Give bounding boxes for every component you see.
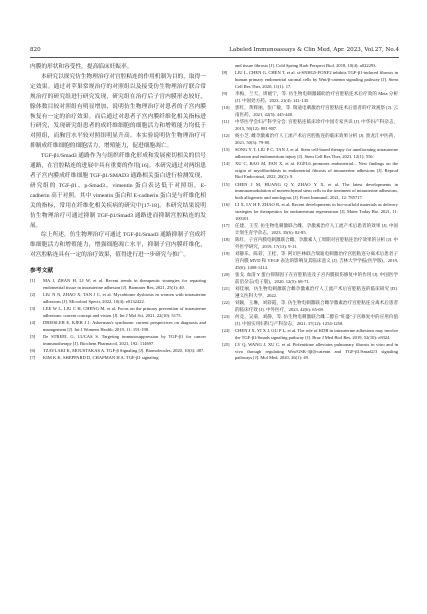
reference-text: XU C, BAO M, FAN X, et al. EGFL6 promotes endometrial... New findings on the origin of myofibroblasts in endometrial fibrosis of intrauterine adhesions [J]. Reprod Biol Endocrinol, 2022, 20(1): 9. [235,161,398,180]
reference-item [222,161,398,181]
reference-number: [9] [222,91,228,96]
reference-item [30,348,206,355]
reference-text: De STREEL G, LUCAS S. Targeting immunosuppression by TGF-β1 for cancer immunotherapy [J]. Biochem Pharmacol, 2021, 192: 114697. [43,334,206,346]
reference-item [222,272,398,285]
reference-text: 杨小芝. 雌孕激素治疗人工流产术后宫腔粘连的临床效果分析 [J]. 黑龙江中医药，2021, 50(3): 79-80. [235,133,398,145]
reference-item [222,70,398,90]
reference-item [30,306,206,319]
reference-text: LV Q, WANG J, XU C, et al. Pirfenidone alleviates pulmonary fibrosis in vitro and in vivo through regulating Wnt/GSK-3β/β-catenin and TGF-β1/Smad2/3 signaling pathways [J]. Mol Med, 2020, 26(1): 49. [235,341,398,361]
reference-item [222,105,398,118]
references-list-right [222,63,398,362]
references-heading: 参考文献 [30,268,54,275]
body-paragraph: 本研究以探究仿生物理治疗对宫腔粘连的作用机制为目的，取得一定效果。通过对苹果常规治疗的对照组以及接受仿生物理治疗联合常规治疗的研究组进行研究发现，研究组在治疗后子宫内膜形态较好，腺体数目较对照组有明显增加，说明仿生物理治疗对患者的子宫内膜恢复有一定的治疗效果。而后通过对患者子宫内膜纤维化相关指标进行研究，发现研究组患者的成纤维细胞的细胞活力和增殖能力均低于对照组，而胸宫水平较对照组明显升高。本实验说明仿生物理治疗可抑制成纤维细胞的细胞活力，增殖能力，促进细胞凋亡。 [30,73,206,150]
reference-number: [15] [222,181,230,187]
reference-text: 陈红，子宫内膜电刺激联合雌、孕激素人工周期对宫腔粘连治疗效果的分析 [J]. 中外医学研究，2019, 17(13): 9-11. [235,237,398,249]
reference-number: [8] [222,70,228,76]
reference-item [30,355,206,362]
reference-item [222,286,398,299]
reference-number: [14] [222,161,230,166]
reference-number: [18] [222,237,230,243]
reference-text: KIM K K, SHEPPARD D, CHAPMAN H A. TGF-β1 signaling [43,355,159,361]
reference-text: 刘佳丽，仿生物电刺激联合雌孕激素治疗人工流产术后宫腔粘连的临床研究 [D]. 遵义医科大学，2022. [235,285,398,298]
reference-text: LI X, LV H F, ZHAO R, et al. Recent developments in bio-scaffold materials as delivery strategies for therapeutics for endometrium regeneration [J]. Mater Today Bio, 2021, 11: 100101. [235,202,398,221]
reference-item [222,223,398,236]
reference-number: [7] [30,355,36,361]
reference-text: CHEN J M, HUANG Q Y, ZHAO Y X, et al. The latest developments in immunomodulation of mesenchymal stem cells in the treatment of intrauterine adhesions, both allogeneic and autologous [J]. Front Immunol, 2021, 12: 785717. [235,181,399,201]
reference-number: [12] [222,133,230,138]
reference-item [222,119,398,132]
reference-text: CHEN J X, YI X J, GU P L, et al. The role of KDR in intrauterine adhesions may involve the TGF-β1/Smads signaling pathway [J]. Braz J Med Biol Res, 2019, 52(10): e8324. [235,327,398,340]
reference-text: 中华医学会妇产科学分会. 宫腔粘连临床诊疗中国专家共识 [J]. 中华妇产科杂志，2015, 50(12): 881-887. [235,119,398,131]
reference-number: [2] [30,292,36,298]
reference-item [222,63,398,70]
reference-text: LEE W L, LIU C H, CHENG M, et al. Focus on the primary prevention of intrauterine adhesions: current concept and vision [J]. Int J Mol Sci, 2021, 22(10): 5175. [43,306,206,318]
reference-number: [13] [222,147,230,152]
reference-text: LIU L, CHEN G, CHEN T, et al. si-SNHG5-FOXF2 inhibits TGF-β1-induced fibrosis in human primary endometrial stromal cells by Wnt/β-catenin signaling pathway [J]. Stem Cell Res Ther, 2020, 11(1): 17. [235,70,398,89]
header-rule [30,57,399,58]
reference-number: [19] [222,251,230,257]
body-paragraph: 内膜的形状和容受性，提高临床妊娠率。 [30,64,133,70]
body-paragraph: TGF-β1/Smad3 通路作为与组织纤维化形成和发展密切相关的信号通路，在宫腔粘连的进展中具有重要的作用[16]。本研究通过对两组患者子宫内膜成纤维细胞 TGF-β1/SMAD3 通路相关蛋白进行检测发现，研究组的 TGF-β1、p-Smad3、vimentin 蛋白表达低于对照组，E-cadherin 高于对照。其中 vimentin 蛋白和 E-cadherin 蛋白是与纤维化相关的指标，常用在纤维化相关疾病的研究中[17-18]。本研究结果说明仿生物理治疗可通过抑制 TGF-β1/Smad3 通路进而抑制宫腔粘连的发展。 [30,153,206,229]
reference-number: [24] [222,327,230,333]
reference-text: LIU N N, ZHAO X, TAN J C, et al. Mycobiome dysbiosis in women with intrauterine adhesions [J]. Microbiol Spectr, 2022, 10(4): e0132422. [43,292,206,304]
reference-text: DREISLER E, KJER J J. Asherman's syndrome: current perspectives on diagnosis and management [J]. Int J Womens Health, 2019, 11: 191-198. [43,320,206,332]
reference-item [222,202,398,222]
reference-number: [1] [30,278,36,284]
reference-item [30,278,206,291]
reference-text: and tissue fibrosis [J]. Cold Spring Harb Perspect Biol, 2018, 10(4): a022293. [235,63,377,68]
reference-text: 刘静乐，陈彩，王桂、等. 阿司匹林联合瑞迪电刺激治疗宫腔粘连分离术后患者子宫内膜 MVD 和 VEGF 表达的影响及其临床意义 [J]. 吉林大学学报(医学版)，2019, 45(6): 1408-1414. [235,251,398,270]
reference-number: [21] [222,285,230,291]
reference-number: [10] [222,105,230,110]
reference-item [222,147,398,160]
reference-text: TZAVLAKI K, MOUSTAKAS A. TGF-β Signaling [J]. Biomolecules, 2020, 10(3): 487. [43,348,205,354]
reference-number: [25] [222,341,230,347]
page-number: 820 [30,47,41,53]
reference-text: 张戈. 血清 Y 蛋白抑制因子在宫腔粘连及子宫内膜损伤修复中的作用 [J]. 中国医学前沿杂志(电子版)，2020, 12(5): 68-71. [235,271,398,284]
reference-text: 何竞，吴菊，刘静，等. 仿生物电刺激联合雌二醇在"旺盛"子宫修复中的应用价值 [J]. 中国实用妇科与产科杂志，2021, 37(12): 1254-1258. [235,313,398,326]
right-column [222,63,398,363]
reference-number: [3] [30,306,36,312]
reference-item [222,133,398,146]
reference-item [222,328,398,341]
reference-number: [23] [222,313,230,319]
reference-text: 任建，王雪. 仿生物电刺激联合雌、孕激素治疗人工流产术后患者的效果 [J]. 中国计划生育学杂志，2023, 35(6): 82-85. [235,223,398,235]
references-list-left [30,278,206,362]
reference-text: SONG Y T, LIU P C, TAN J, et al. Stem cell-based therapy for ameliorating intrauterine adhesion and endometrium injury [J]. Stem Cell Res Ther, 2021, 12(1): 556. [235,147,398,159]
page-header [30,44,399,56]
reference-number: [11] [222,119,230,124]
reference-text: MA J, ZHAN H, LI W, et al. Recent trends in therapeutic strategies for repairing endometrial tissue in intrauterine adhesion [J]. Biomater Res, 2021, 25(1): 40. [43,278,206,290]
left-column [30,63,206,363]
reference-item [222,91,398,104]
reference-text: 李梅，兰天，周媛宁，等. 仿生物电刺激辅助治疗宫腔粘连术后疗效的 Meta 分析 [J]. 中国处方药，2023, 21(4): 141-145. [235,91,398,103]
reference-number: [20] [222,271,230,277]
reference-item [222,300,398,313]
reference-item [30,320,206,333]
body-paragraph: 综上所述，仿生物理治疗可通过 TGF-β1/Smad3 通路抑制子宫成纤维细胞活力和增殖能力，增强细胞凋亡水平，抑制子宫内膜纤维化，对宫腔粘连具有一定的治疗效果，值得进行进一步研究与推广。 [30,232,206,259]
reference-item [222,237,398,250]
reference-number: [17] [222,223,230,229]
reference-text: 郭红，黄辉丽，张广敏，等. 瑞迪电刺激治疗宫腔粘连术后患者的疗效观察 [J]. 云南医药，2021, 42(5): 445-448. [235,105,398,117]
journal-running-title: Labeled Immunoassays & Clin Med, Apr. 2023, Vol.27, No.4 [229,47,399,53]
reference-number: [5] [30,334,36,340]
reference-item [222,342,398,362]
reference-number: [4] [30,320,36,326]
reference-item [222,314,398,327]
reference-item [222,182,398,202]
reference-item [30,334,206,347]
reference-item [30,292,206,305]
reference-number: [22] [222,299,230,305]
reference-number: [6] [30,348,36,354]
reference-number: [16] [222,202,230,208]
reference-item [222,251,398,271]
reference-text: 刘颖，王琳，刘彩霞，等. 仿生物电刺激联合雌孕激素治疗宫腔粘连分离术后患者的临床疗效 [J]. 中外医疗，2023, 42(6): 65-69. [235,299,398,312]
